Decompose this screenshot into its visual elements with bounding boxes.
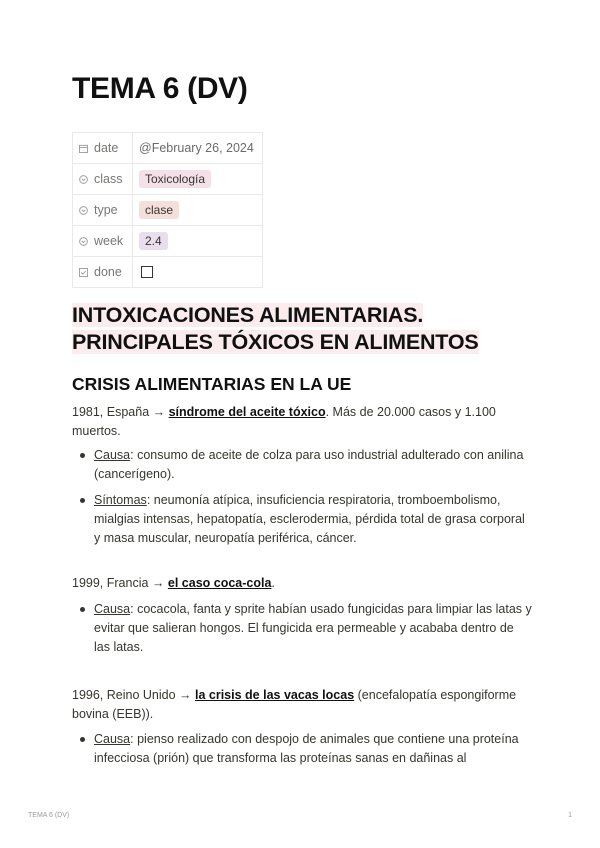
page-title: TEMA 6 (DV) xyxy=(72,72,248,105)
paragraph-1981: 1981, España → síndrome del aceite tóxico. Más de 20.000 casos y 1.100 muertos. xyxy=(72,405,496,438)
property-key: week xyxy=(94,234,124,248)
property-row-week xyxy=(73,226,263,257)
calendar-icon xyxy=(79,144,88,153)
subsection-heading: CRISIS ALIMENTARIAS EN LA UE xyxy=(72,374,352,394)
checkbox-icon xyxy=(79,268,88,277)
list-item: Síntomas: neumonía atípica, insuficiencia respiratoria, tromboembolismo, mialgias intensas, hepatopatía, esclerodermia, pérdida total de grasa corporal y masa muscular, neuropatía periférica, cáncer. xyxy=(94,491,532,548)
select-icon xyxy=(79,175,88,184)
coca-cola-link: el caso coca-cola xyxy=(167,576,272,590)
property-row-type xyxy=(73,195,263,226)
week-tag[interactable]: 2.4 xyxy=(139,232,168,250)
property-key: type xyxy=(94,203,118,217)
footer-title: TEMA 6 (DV) xyxy=(28,812,70,819)
property-row-date xyxy=(73,133,263,164)
bullet-list-1996 xyxy=(72,730,532,775)
done-checkbox[interactable] xyxy=(141,266,153,278)
paragraph-1996: 1996, Reino Unido → la crisis de las vacas locas (encefalopatía espongiforme bovina (EEB)). xyxy=(72,688,517,721)
select-icon xyxy=(79,206,88,215)
date-value[interactable]: @February 26, 2024 xyxy=(133,133,263,164)
bullet-list-1999 xyxy=(72,600,532,664)
properties-table xyxy=(72,132,263,288)
type-tag[interactable]: clase xyxy=(139,201,179,219)
aceite-toxico-link: síndrome del aceite tóxico xyxy=(168,405,326,419)
page-number: 1 xyxy=(568,812,572,819)
section-heading: INTOXICACIONES ALIMENTARIAS. PRINCIPALES TÓXICOS EN ALIMENTOS xyxy=(72,303,479,354)
property-key: date xyxy=(94,141,119,155)
bullet-list-1981 xyxy=(72,446,532,555)
list-item: Causa: consumo de aceite de colza para uso industrial adulterado con anilina (cancerígeno). xyxy=(94,446,532,484)
property-row-done xyxy=(73,257,263,288)
select-icon xyxy=(79,237,88,246)
vacas-locas-link: la crisis de las vacas locas xyxy=(195,688,355,702)
list-item: Causa: pienso realizado con despojo de animales que contiene una proteína infecciosa (prión) que transforma las proteínas sanas en dañinas al xyxy=(94,730,532,768)
property-key: done xyxy=(94,265,122,279)
property-row-class xyxy=(73,164,263,195)
paragraph-1999: 1999, Francia → el caso coca-cola. xyxy=(72,576,275,590)
property-key: class xyxy=(94,172,123,186)
class-tag[interactable]: Toxicología xyxy=(139,170,211,188)
list-item: Causa: cocacola, fanta y sprite habían usado fungicidas para limpiar las latas y evitar que salieran hongos. El fungicida era permeable y acababa dentro de las latas. xyxy=(94,600,532,657)
